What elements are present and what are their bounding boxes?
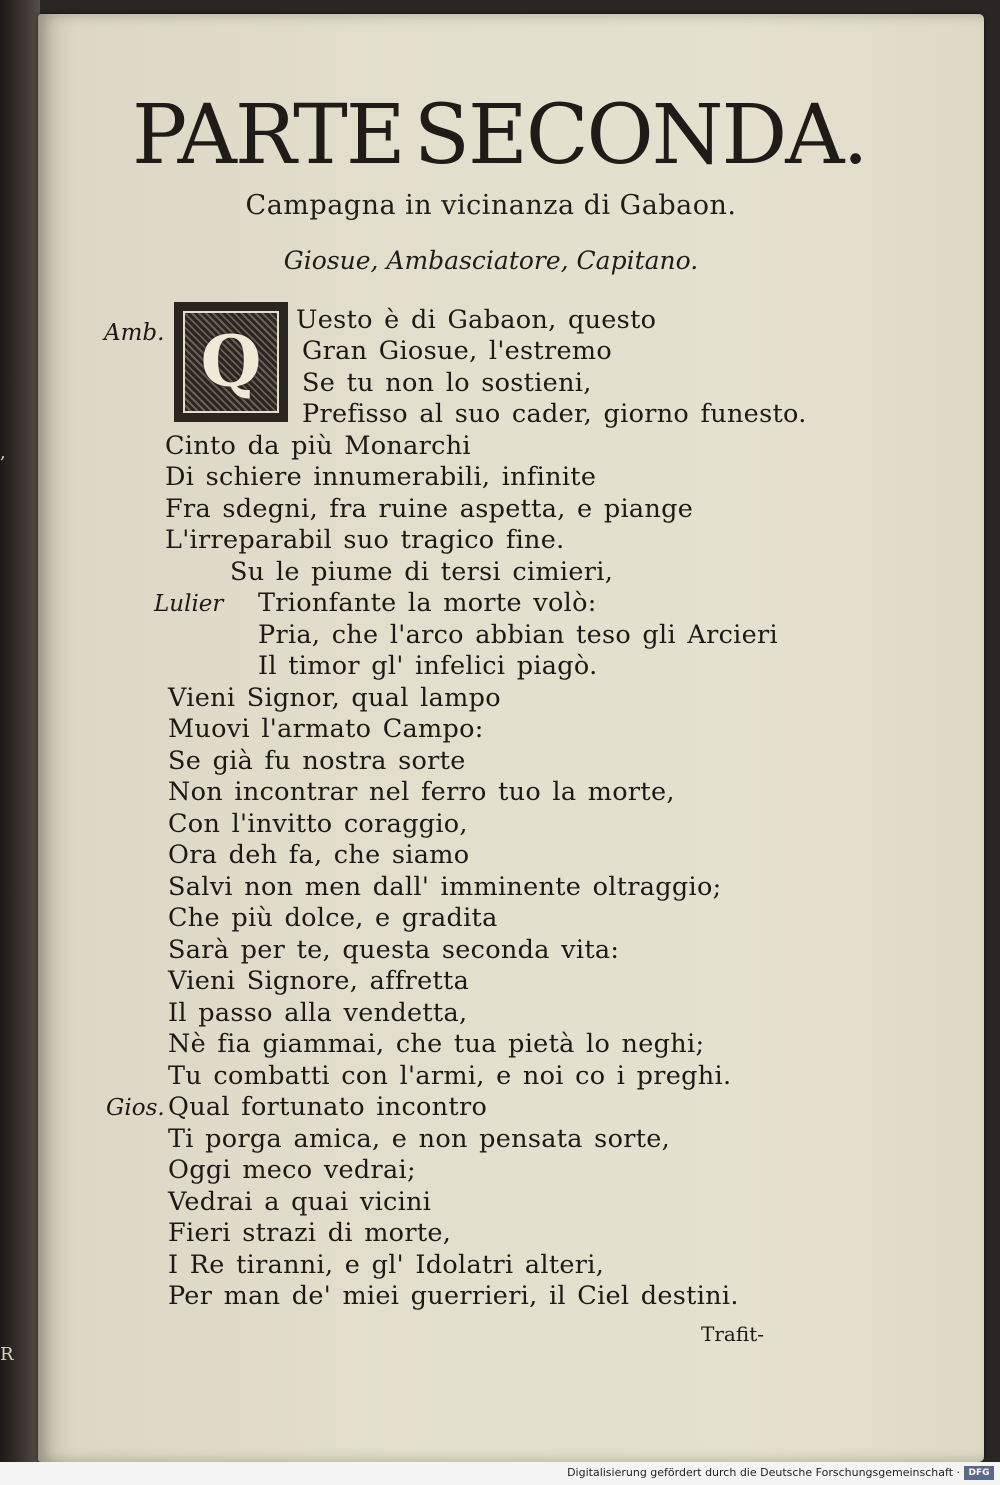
speaker-label: Lulier [154,591,224,617]
verse-line: Fra sdegni, fra ruine aspetta, e piange [165,494,694,524]
verse-line: Ti porga amica, e non pensata sorte, [168,1124,671,1154]
dfg-logo-icon[interactable]: DFG [964,1466,994,1480]
verse-line: I Re tiranni, e gl' Idolatri alteri, [168,1250,605,1280]
verse-line: Nè fia giammai, che tua pietà lo neghi; [168,1029,705,1059]
initial-letter: Q [183,311,279,413]
verse-line: Muovi l'armato Campo: [168,714,484,744]
page-title: PARTE SECONDA. [132,88,867,183]
verse-line: Uesto è di Gabaon, questo [296,305,657,335]
verse-line: Ora deh fa, che siamo [168,840,470,870]
verse-line: Su le piume di tersi cimieri, [230,557,614,587]
cast-list: Giosue, Ambasciatore, Capitano. [283,246,699,275]
verse-line: Tu combatti con l'armi, e noi co i preghi. [168,1061,732,1091]
speaker-label: Gios. [106,1095,165,1121]
verse-line: Oggi meco vedrai; [168,1155,416,1185]
footer-credit: Digitalisierung gefördert durch die Deutsche Forschungsgemeinschaft · [567,1466,960,1479]
verse-line: Trionfante la morte volò: [258,588,597,618]
book-page [38,14,984,1462]
book-spine [0,0,40,1462]
verse-line: Qual fortunato incontro [168,1092,488,1122]
verse-line: Se tu non lo sostieni, [302,368,592,398]
verse-line: Cinto da più Monarchi [165,431,471,461]
verse-line: Vieni Signore, affretta [168,966,470,996]
scene-heading: Campagna in vicinanza di Gabaon. [245,190,737,221]
spine-mark: R [0,1344,14,1365]
verse-line: Per man de' miei guerrieri, il Ciel destini. [168,1281,739,1311]
verse-line: Con l'invitto coraggio, [168,809,468,839]
verse-line: Fieri strazi di morte, [168,1218,452,1248]
verse-line: Non incontrar nel ferro tuo la morte, [168,777,675,807]
digitization-footer [0,1462,1000,1485]
verse-line: Se già fu nostra sorte [168,746,466,776]
verse-line: Il passo alla vendetta, [168,998,468,1028]
verse-line: Pria, che l'arco abbian teso gli Arcieri [258,620,778,650]
verse-line: Il timor gl' infelici piagò. [258,651,598,681]
verse-line: Di schiere innumerabili, infinite [165,462,597,492]
verse-line: L'irreparabil suo tragico fine. [165,525,565,555]
verse-line: Gran Giosue, l'estremo [302,336,612,366]
speaker-label: Amb. [104,320,165,346]
catchword: Trafit- [701,1322,764,1346]
verse-line: Che più dolce, e gradita [168,903,498,933]
spine-mark: , [0,442,6,463]
verse-line: Salvi non men dall' imminente oltraggio; [168,872,722,902]
decorated-initial [174,302,288,422]
verse-line: Sarà per te, questa seconda vita: [168,935,620,965]
verse-line: Vedrai a quai vicini [168,1187,432,1217]
verse-line: Vieni Signor, qual lampo [168,683,501,713]
verse-line: Prefisso al suo cader, giorno funesto. [302,399,807,429]
